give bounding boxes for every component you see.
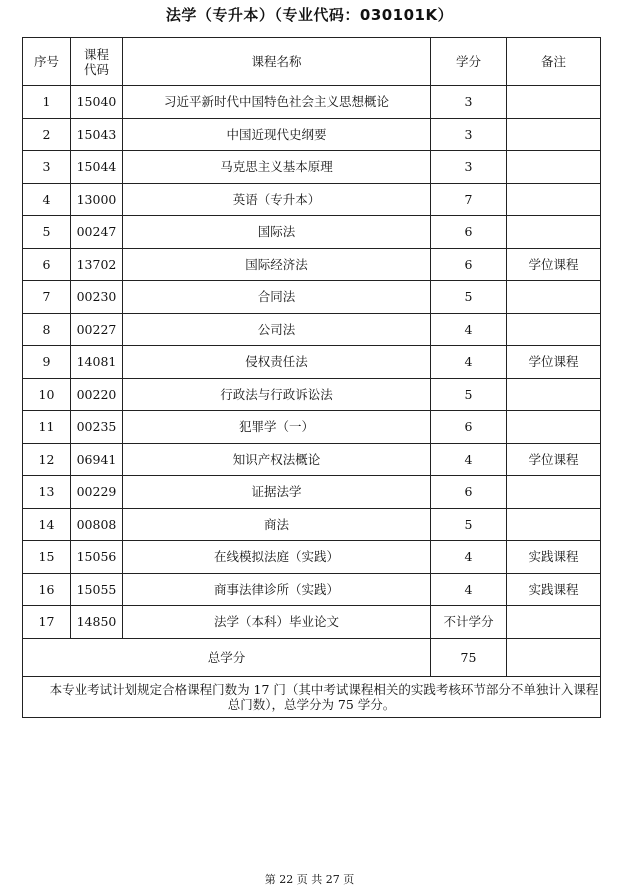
cell-code: 14850 [71, 606, 123, 639]
cell-name: 公司法 [123, 313, 431, 346]
table-row [23, 248, 601, 281]
cell-seq: 14 [23, 508, 71, 541]
total-row [23, 638, 601, 676]
cell-code: 15043 [71, 118, 123, 151]
table-row [23, 443, 601, 476]
table-row [23, 411, 601, 444]
cell-seq: 1 [23, 86, 71, 119]
header-code-line1: 课程 [83, 46, 109, 62]
cell-seq: 4 [23, 183, 71, 216]
cell-code: 14081 [71, 346, 123, 379]
cell-remark: 实践课程 [507, 541, 601, 574]
cell-name: 知识产权法概论 [123, 443, 431, 476]
table-row [23, 216, 601, 249]
cell-credit: 不计学分 [431, 606, 507, 639]
cell-name: 合同法 [123, 281, 431, 314]
cell-credit: 7 [431, 183, 507, 216]
cell-credit: 3 [431, 86, 507, 119]
cell-code: 15040 [71, 86, 123, 119]
header-remark: 备注 [507, 38, 601, 86]
total-remark [507, 638, 601, 676]
cell-credit: 6 [431, 411, 507, 444]
cell-name: 犯罪学（一） [123, 411, 431, 444]
cell-remark [507, 313, 601, 346]
cell-name: 法学（本科）毕业论文 [123, 606, 431, 639]
cell-remark [507, 378, 601, 411]
cell-credit: 3 [431, 118, 507, 151]
cell-name: 中国近现代史纲要 [123, 118, 431, 151]
cell-credit: 5 [431, 508, 507, 541]
cell-code: 13000 [71, 183, 123, 216]
cell-remark: 学位课程 [507, 443, 601, 476]
note-text: 本专业考试计划规定合格课程门数为 17 门（其中考试课程相关的实践考核环节部分不单独计入课程总门数），总学分为 75 学分。 [23, 676, 601, 717]
table-row [23, 346, 601, 379]
cell-remark [507, 86, 601, 119]
cell-name: 侵权责任法 [123, 346, 431, 379]
cell-code: 00230 [71, 281, 123, 314]
cell-seq: 2 [23, 118, 71, 151]
cell-remark: 学位课程 [507, 346, 601, 379]
cell-remark [507, 508, 601, 541]
cell-credit: 4 [431, 573, 507, 606]
cell-code: 00229 [71, 476, 123, 509]
cell-seq: 8 [23, 313, 71, 346]
page-title: 法学（专升本）（专业代码：030101K） [165, 6, 454, 24]
cell-code: 00247 [71, 216, 123, 249]
cell-remark: 实践课程 [507, 573, 601, 606]
cell-credit: 4 [431, 313, 507, 346]
cell-credit: 6 [431, 248, 507, 281]
cell-remark [507, 411, 601, 444]
cell-name: 国际法 [123, 216, 431, 249]
cell-code: 00220 [71, 378, 123, 411]
cell-name: 行政法与行政诉讼法 [123, 378, 431, 411]
course-table [22, 37, 601, 718]
cell-seq: 5 [23, 216, 71, 249]
cell-credit: 6 [431, 216, 507, 249]
cell-remark [507, 606, 601, 639]
cell-name: 国际经济法 [123, 248, 431, 281]
cell-name: 在线模拟法庭（实践） [123, 541, 431, 574]
header-seq: 序号 [23, 38, 71, 86]
cell-credit: 3 [431, 151, 507, 184]
cell-code: 15056 [71, 541, 123, 574]
header-credit: 学分 [431, 38, 507, 86]
cell-name: 证据法学 [123, 476, 431, 509]
cell-name: 商事法律诊所（实践） [123, 573, 431, 606]
cell-remark [507, 118, 601, 151]
cell-code: 15044 [71, 151, 123, 184]
cell-remark [507, 183, 601, 216]
table-row [23, 86, 601, 119]
header-name: 课程名称 [123, 38, 431, 86]
cell-seq: 7 [23, 281, 71, 314]
cell-credit: 4 [431, 443, 507, 476]
cell-name: 马克思主义基本原理 [123, 151, 431, 184]
cell-remark [507, 151, 601, 184]
note-row [23, 676, 601, 717]
cell-name: 习近平新时代中国特色社会主义思想概论 [123, 86, 431, 119]
table-row [23, 313, 601, 346]
cell-seq: 16 [23, 573, 71, 606]
cell-code: 00227 [71, 313, 123, 346]
cell-seq: 13 [23, 476, 71, 509]
cell-seq: 6 [23, 248, 71, 281]
cell-credit: 4 [431, 346, 507, 379]
cell-remark [507, 476, 601, 509]
table-row [23, 476, 601, 509]
cell-remark: 学位课程 [507, 248, 601, 281]
cell-remark [507, 216, 601, 249]
cell-seq: 3 [23, 151, 71, 184]
cell-credit: 5 [431, 281, 507, 314]
cell-seq: 12 [23, 443, 71, 476]
cell-seq: 17 [23, 606, 71, 639]
table-row [23, 151, 601, 184]
table-row [23, 281, 601, 314]
table-row [23, 183, 601, 216]
header-code-line2: 代码 [83, 61, 109, 77]
cell-code: 13702 [71, 248, 123, 281]
table-row [23, 378, 601, 411]
cell-code: 15055 [71, 573, 123, 606]
cell-seq: 15 [23, 541, 71, 574]
header-code [71, 38, 123, 86]
cell-code: 00808 [71, 508, 123, 541]
cell-seq: 10 [23, 378, 71, 411]
table-header-row [23, 38, 601, 86]
table-row [23, 573, 601, 606]
cell-remark [507, 281, 601, 314]
total-label: 总学分 [23, 638, 431, 676]
table-row [23, 606, 601, 639]
cell-name: 商法 [123, 508, 431, 541]
cell-credit: 6 [431, 476, 507, 509]
page-footer: 第 22 页 共 27 页 [264, 873, 355, 886]
cell-code: 00235 [71, 411, 123, 444]
table-row [23, 118, 601, 151]
cell-seq: 11 [23, 411, 71, 444]
total-value: 75 [431, 638, 507, 676]
cell-seq: 9 [23, 346, 71, 379]
cell-credit: 5 [431, 378, 507, 411]
cell-credit: 4 [431, 541, 507, 574]
cell-code: 06941 [71, 443, 123, 476]
table-row [23, 541, 601, 574]
table-row [23, 508, 601, 541]
cell-name: 英语（专升本） [123, 183, 431, 216]
